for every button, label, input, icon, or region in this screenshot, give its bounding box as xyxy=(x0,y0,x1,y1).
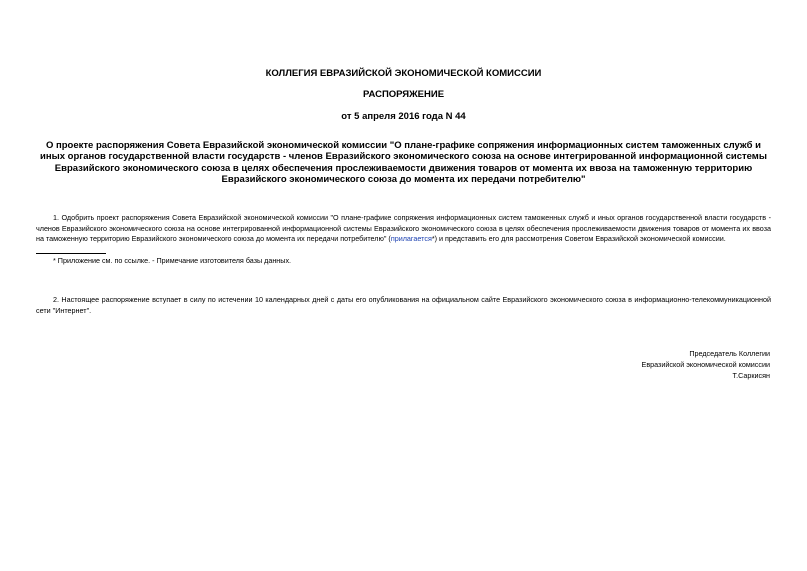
organization-heading: КОЛЛЕГИЯ ЕВРАЗИЙСКОЙ ЭКОНОМИЧЕСКОЙ КОМИССИИ xyxy=(265,68,542,79)
paragraph-1-text-start: 1. Одобрить проект распоряжения Совета Евразийской экономической комиссии "О плане-графике сопряжения информационных систем таможенных служб и иных органов государственной власти государств - членов Евразийского экономического союза на основе интегрированной информационной системы Евразийского экономического союза в целях обеспечения прослеживаемости движения товаров от момента их ввоза на таможенную территорию Евразийского экономического союза до момента их передачи потребителю" ( xyxy=(36,213,771,244)
attachment-link[interactable]: прилагается xyxy=(390,234,432,244)
signature-name: Т.Саркисян xyxy=(732,370,770,380)
signature-organization: Евразийской экономической комиссии xyxy=(641,359,770,369)
paragraph-1 xyxy=(36,213,771,245)
document-type-heading: РАСПОРЯЖЕНИЕ xyxy=(362,89,445,100)
document-date-number: от 5 апреля 2016 года N 44 xyxy=(341,111,466,122)
footnote-divider xyxy=(36,253,106,254)
paragraph-2: 2. Настоящее распоряжение вступает в силу по истечении 10 календарных дней с даты его опубликования на официальном сайте Евразийского экономического союза в информационно-телекоммуникационной сети "Интернет". xyxy=(36,295,771,315)
footnote-text: * Приложение см. по ссылке. - Примечание изготовителя базы данных. xyxy=(53,256,292,265)
signature-block xyxy=(642,349,770,381)
signature-position: Председатель Коллегии xyxy=(689,349,770,358)
document-subject-title: О проекте распоряжения Совета Евразийской экономической комиссии "О плане-графике сопряжения информационных систем таможенных служб и иных органов государственной власти государств - членов Евразийского экономического союза на основе интегрированной информационной системы Евразийского экономического союза в целях обеспечения прослеживаемости движения товаров от момента их ввоза на таможенную территорию Евразийского экономического союза до момента их передачи потребителю" xyxy=(40,140,767,185)
paragraph-1-text-end: *) и представить его для рассмотрения Советом Евразийской экономической комиссии. xyxy=(431,234,726,244)
